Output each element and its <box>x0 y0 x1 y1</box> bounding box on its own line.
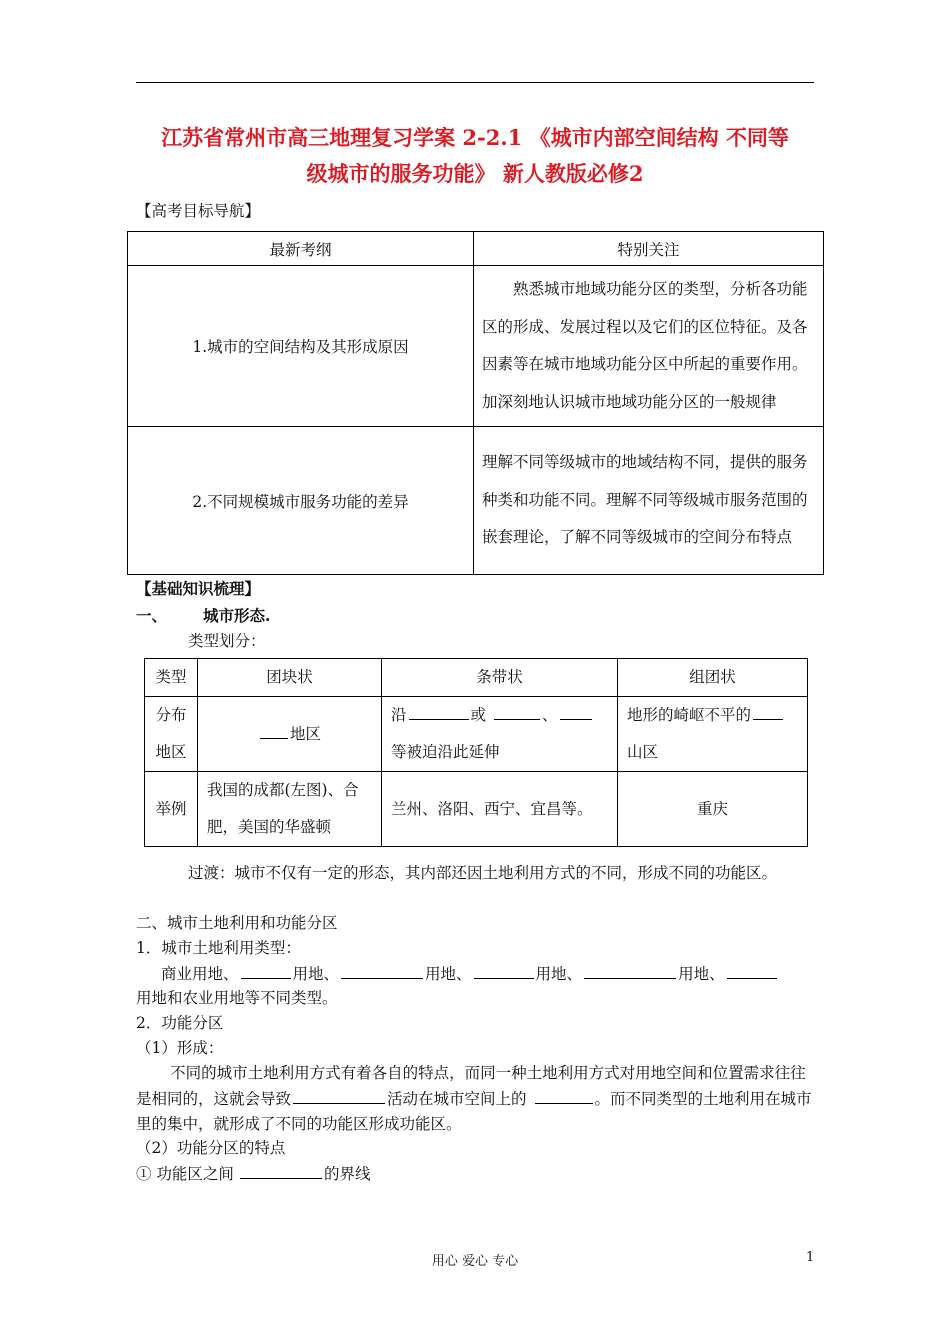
text-span: 的界线 <box>323 1165 371 1183</box>
table-cell: 2.不同规模城市服务功能的差异 <box>128 427 474 575</box>
table-header-cell: 特别关注 <box>474 232 824 266</box>
table-row <box>128 266 824 427</box>
title-line-2: 级城市的服务功能》 新人教版必修2 <box>306 161 644 186</box>
table-header-cell: 类型 <box>145 659 198 697</box>
table-row <box>145 772 808 847</box>
section-basic-heading: 【基础知识梳理】 <box>136 579 261 598</box>
table-header-row <box>145 659 808 697</box>
table-header-cell: 最新考纲 <box>128 232 474 266</box>
features-heading: （2）功能分区的特点 <box>136 1139 286 1157</box>
fill-blank[interactable] <box>494 702 540 720</box>
table-cell <box>618 697 808 772</box>
cell-text: 地区 <box>289 724 321 743</box>
table-row <box>128 427 824 575</box>
text-span: 用地、 <box>292 965 340 983</box>
cell-text: 地形的崎岖不平的 <box>627 706 752 724</box>
part1-title: 城市形态. <box>203 606 271 625</box>
header-rule <box>136 82 814 83</box>
transition-text: 过渡：城市不仅有一定的形态，其内部还因土地利用方式的不同，形成不同的功能区。 <box>188 864 778 882</box>
part1-number: 一、 <box>136 606 168 625</box>
fill-blank[interactable] <box>753 702 783 720</box>
table-header-row <box>128 232 824 266</box>
table-header-cell: 条带状 <box>382 659 618 697</box>
table-cell: 1.城市的空间结构及其形成原因 <box>128 266 474 427</box>
land-use-line-2: 用地和农业用地等不同类型。 <box>136 989 338 1007</box>
fill-blank[interactable] <box>293 1086 385 1104</box>
part2-title: 二、城市土地利用和功能分区 <box>136 914 338 932</box>
table-cell: 兰州、洛阳、西宁、宜昌等。 <box>382 772 618 847</box>
cell-text: 或 <box>470 706 487 724</box>
city-form-table <box>144 658 808 847</box>
text-span: 。而不同类型的土地利用在城市里的集中，就形成了不同的功能区形成功能区。 <box>136 1090 812 1133</box>
table-cell: 重庆 <box>618 772 808 847</box>
table-cell <box>198 697 382 772</box>
cell-text: 、 <box>542 706 558 724</box>
fill-blank[interactable] <box>240 1161 322 1179</box>
fill-blank[interactable] <box>535 1086 593 1104</box>
table-cell: 分布地区 <box>145 697 198 772</box>
formation-heading: （1）形成： <box>136 1039 224 1057</box>
land-use-heading: 1．城市土地利用类型： <box>136 939 301 957</box>
page-footer: 用心 爱心 专心 <box>431 1254 519 1269</box>
fill-blank[interactable] <box>560 702 592 720</box>
formation-paragraph <box>136 1061 814 1137</box>
table-cell: 我国的成都(左图)、合肥，美国的华盛顿 <box>198 772 382 847</box>
text-span: 商业用地、 <box>161 965 239 983</box>
table-header-cell: 组团状 <box>618 659 808 697</box>
text-span: 用地、 <box>535 965 583 983</box>
text-span: 活动在城市空间上的 <box>387 1090 527 1108</box>
types-label: 类型划分： <box>188 632 266 650</box>
exam-target-table <box>127 231 824 575</box>
table-cell: 举例 <box>145 772 198 847</box>
text-span: 用地、 <box>425 965 472 983</box>
fill-blank[interactable] <box>727 961 777 979</box>
table-cell <box>382 697 618 772</box>
fill-blank[interactable] <box>341 961 423 979</box>
text-span: 不同的城市土地利用方式有着各自的特点，而同一种土地利用方式对用地空间和位置需求往往是相同的，这就会导致 <box>136 1064 806 1108</box>
fill-blank[interactable] <box>409 702 469 720</box>
cell-text: 山区 <box>627 743 659 761</box>
table-cell: 熟悉城市地域功能分区的类型，分析各功能区的形成、发展过程以及它们的区位特征。及各因素等在城市地域功能分区中所起的重要作用。加深刻地认识城市地域功能分区的一般规律 <box>474 266 824 427</box>
land-use-line <box>161 961 779 986</box>
table-cell: 理解不同等级城市的地域结构不同，提供的服务种类和功能不同。理解不同等级城市服务范围的嵌套理论，了解不同等级城市的空间分布特点 <box>474 427 824 575</box>
text-span: ① 功能区之间 <box>136 1165 234 1183</box>
text-span: 用地、 <box>678 965 725 983</box>
page-number: 1 <box>806 1250 815 1265</box>
title-line-1: 江苏省常州市高三地理复习学案 2-2.1 《城市内部空间结构 不同等 <box>161 125 789 150</box>
page-title <box>136 120 814 192</box>
cell-text: 等被迫沿此延伸 <box>391 743 500 761</box>
zoning-heading: 2．功能分区 <box>136 1014 224 1032</box>
table-row <box>145 697 808 772</box>
fill-blank[interactable] <box>241 961 291 979</box>
fill-blank[interactable] <box>474 961 534 979</box>
fill-blank[interactable] <box>260 721 288 739</box>
fill-blank[interactable] <box>584 961 676 979</box>
table-header-cell: 团块状 <box>198 659 382 697</box>
cell-text: 沿 <box>391 706 407 724</box>
section-target-heading: 【高考目标导航】 <box>136 202 261 220</box>
feature-item-1 <box>136 1161 370 1186</box>
